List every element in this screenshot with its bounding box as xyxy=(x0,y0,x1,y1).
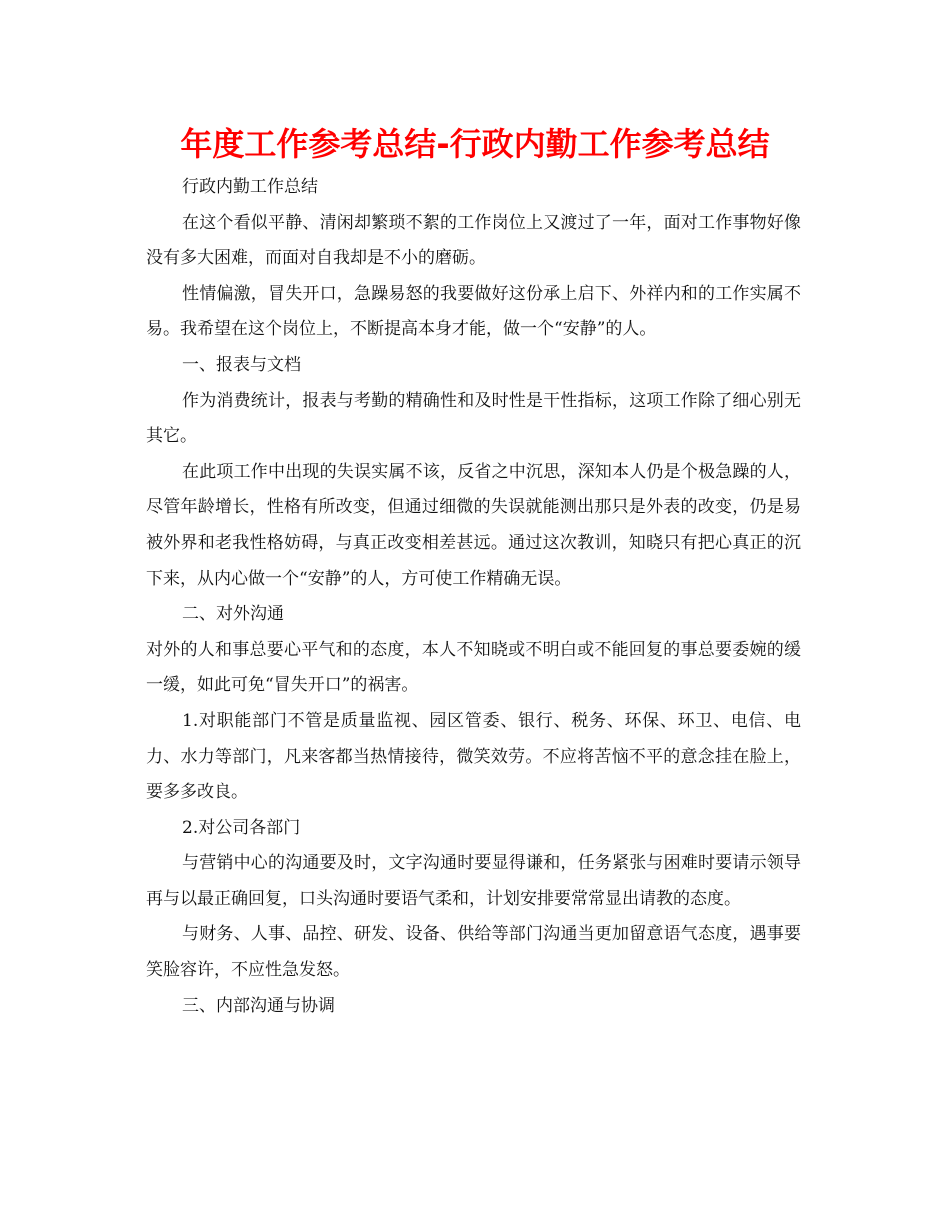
body-paragraph: 与财务、人事、品控、研发、设备、供给等部门沟通当更加留意语气态度，遇事要笑脸容许，不应性急发怒。 xyxy=(146,924,801,981)
body-paragraph: 性情偏激，冒失开口，急躁易怒的我要做好这份承上启下、外祥内和的工作实属不易。我希望在这个岗位上，不断提高本身才能，做一个“安静”的人。 xyxy=(146,283,801,340)
section-heading: 二、对外沟通 xyxy=(182,604,284,625)
body-paragraph: 在此项工作中出现的失误实属不该，反省之中沉思，深知本人仍是个极急躁的人，尽管年龄增长，性格有所改变，但通过细微的失误就能测出那只是外表的改变，仍是易被外界和老我性格妨碍，与真正改变相差甚远。通过这次教训，知晓只有把心真正的沉下来，从内心做一个“安静”的人，方可使工作精确无误。 xyxy=(146,461,801,589)
body-paragraph: 与营销中心的沟通要及时，文字沟通时要显得谦和，任务紧张与困难时要请示领导再与以最正确回复，口头沟通时要语气柔和，计划安排要常常显出请教的态度。 xyxy=(146,853,801,909)
subsection-heading: 2.对公司各部门 xyxy=(182,817,301,838)
subtitle-paragraph: 行政内勤工作总结 xyxy=(182,177,318,197)
section-heading: 一、报表与文档 xyxy=(182,354,301,375)
section-heading: 三、内部沟通与协调 xyxy=(182,995,335,1016)
document-title: 年度工作参考总结-行政内勤工作参考总结 xyxy=(180,125,770,163)
document-body xyxy=(146,170,801,1024)
body-paragraph: 1.对职能部门不管是质量监视、园区管委、银行、税务、环保、环卫、电信、电力、水力等部门，凡来客都当热情接待，微笑效劳。不应将苦恼不平的意念挂在脸上，要多多改良。 xyxy=(146,710,801,803)
body-paragraph: 对外的人和事总要心平气和的态度，本人不知晓或不明白或不能回复的事总要委婉的缓一缓，如此可免“冒失开口”的祸害。 xyxy=(146,639,801,696)
body-paragraph: 作为消费统计，报表与考勤的精确性和及时性是干性指标，这项工作除了细心别无其它。 xyxy=(146,390,801,447)
body-paragraph: 在这个看似平静、清闲却繁琐不絮的工作岗位上又渡过了一年，面对工作事物好像没有多大困难，而面对自我却是不小的磨砺。 xyxy=(146,212,801,269)
